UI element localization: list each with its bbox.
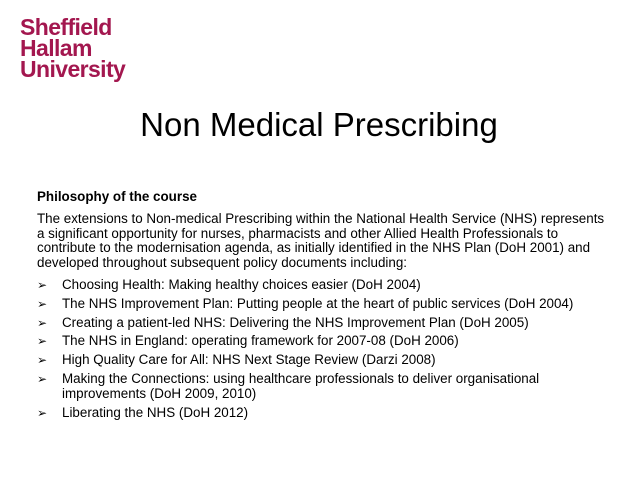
list-item <box>37 406 612 421</box>
arrow-bullet-icon: ➢ <box>37 296 48 311</box>
list-item-text: High Quality Care for All: NHS Next Stage Review (Darzi 2008) <box>62 352 436 368</box>
list-item <box>37 278 612 293</box>
arrow-bullet-icon: ➢ <box>37 334 48 349</box>
arrow-bullet-icon: ➢ <box>37 315 48 330</box>
university-logo <box>20 14 150 82</box>
list-item-text: Making the Connections: using healthcare professionals to deliver organisational improvements (DoH 2009, 2010) <box>62 370 540 401</box>
list-item-text: The NHS in England: operating framework for 2007-08 (DoH 2006) <box>62 333 459 349</box>
section-heading: Philosophy of the course <box>37 189 197 204</box>
arrow-bullet-icon: ➢ <box>37 277 48 292</box>
policy-list <box>37 278 612 420</box>
list-item-text: Choosing Health: Making healthy choices easier (DoH 2004) <box>62 276 421 292</box>
list-item <box>37 372 612 402</box>
list-item <box>37 316 612 331</box>
slide-content <box>37 190 612 424</box>
list-item-text: The NHS Improvement Plan: Putting people at the heart of public services (DoH 2004) <box>62 295 574 311</box>
list-item <box>37 297 612 312</box>
arrow-bullet-icon: ➢ <box>37 353 48 368</box>
list-item <box>37 353 612 368</box>
logo-line-sheffield: Sheffield <box>20 14 112 40</box>
logo-line-university: University <box>20 56 126 82</box>
intro-paragraph: The extensions to Non-medical Prescribing within the National Health Service (NHS) represents a significant opportunity for nurses, pharmacists and other Allied Health Professionals to contribute to the modernisation agenda, as initially identified in the NHS Plan (DoH 2001) and developed throughout subsequent policy documents including: <box>37 210 605 271</box>
list-item-text: Creating a patient-led NHS: Delivering the NHS Improvement Plan (DoH 2005) <box>62 314 529 330</box>
list-item <box>37 334 612 349</box>
arrow-bullet-icon: ➢ <box>37 371 48 386</box>
list-item-text: Liberating the NHS (DoH 2012) <box>62 404 249 420</box>
logo-line-hallam: Hallam <box>20 35 92 61</box>
slide-title: Non Medical Prescribing <box>140 106 498 143</box>
arrow-bullet-icon: ➢ <box>37 405 48 420</box>
